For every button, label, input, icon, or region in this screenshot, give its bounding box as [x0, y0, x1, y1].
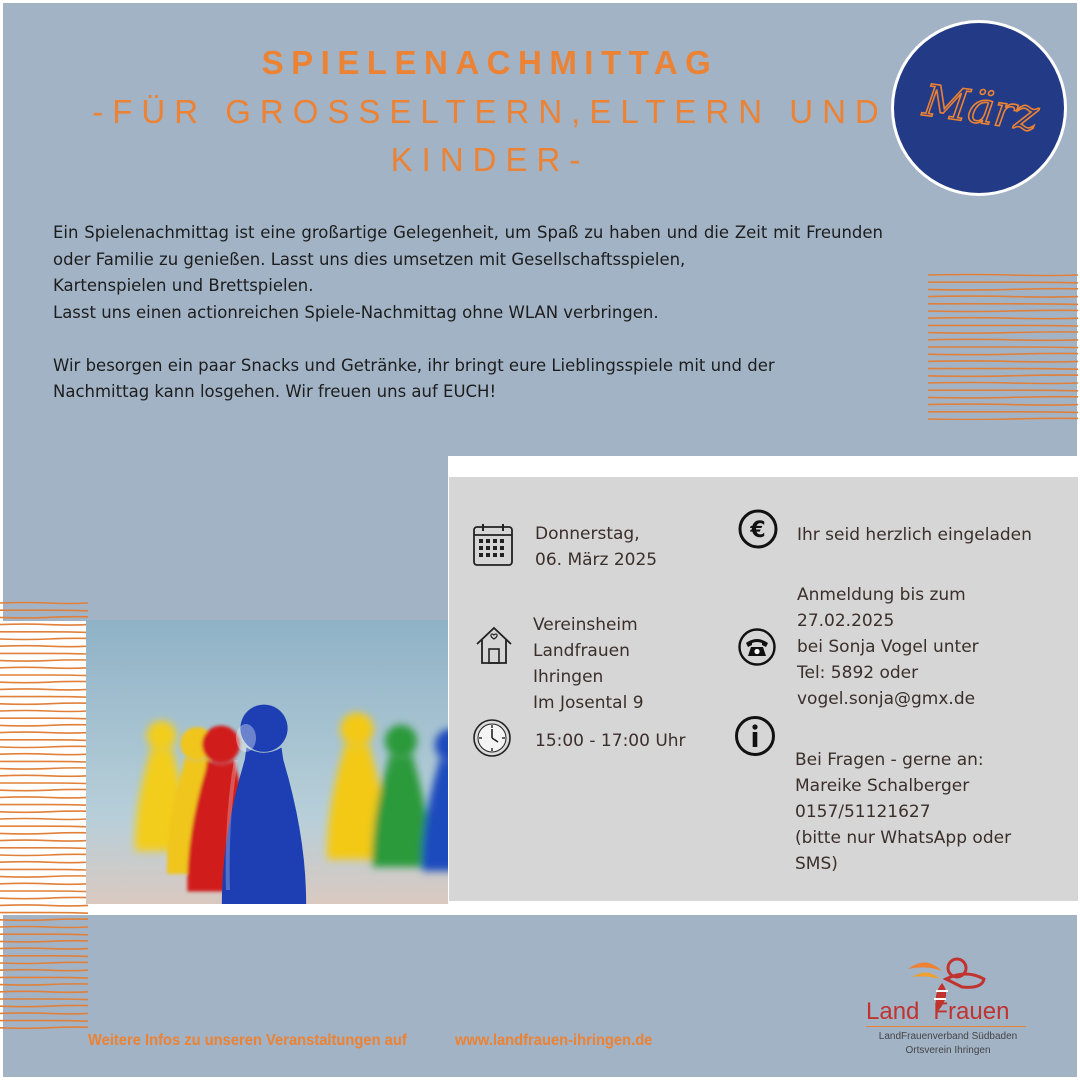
- stripe-line: [0, 956, 88, 957]
- subtitle-line-1: -FÜR GROSSELTERN,ELTERN UND: [92, 93, 888, 130]
- questions-info: [795, 747, 1011, 877]
- date-value: 06. März 2025: [535, 550, 658, 570]
- intro-paragraph-2: [53, 353, 883, 406]
- game-pieces-photo: [86, 620, 448, 904]
- stripe-line: [0, 876, 88, 877]
- stripe-line: [0, 638, 88, 639]
- stripe-line: [0, 624, 88, 625]
- stripe-line: [928, 310, 1078, 311]
- stripe-line: [0, 1013, 88, 1014]
- logo-divider: [866, 1026, 1026, 1027]
- location-line: Im Josental 9: [533, 693, 644, 713]
- phone-icon: [737, 627, 777, 667]
- stripe-line: [0, 970, 88, 971]
- stripe-line: [0, 848, 88, 849]
- stripe-line: [0, 883, 88, 884]
- stripe-line: [928, 296, 1078, 297]
- svg-text:€: €: [750, 518, 766, 543]
- stripe-line: [0, 740, 88, 741]
- intro-line: Ein Spielenachmittag ist eine großartige Gelegenheit, um Spaß zu haben und die Zeit mit: [53, 223, 801, 242]
- stripe-line: [0, 927, 88, 928]
- stripe-line: [0, 775, 88, 776]
- questions-line: Bei Fragen - gerne an:: [795, 750, 984, 770]
- footer-website-link[interactable]: www.landfrauen-ihringen.de: [455, 1032, 653, 1049]
- date-weekday: Donnerstag,: [535, 524, 640, 544]
- decorative-stripes-left: [0, 600, 88, 1032]
- intro-line: Wir besorgen ein paar Snacks und Getränke, ihr bringt eure Lieblingsspiele mit und der: [53, 355, 775, 375]
- stripe-line: [0, 617, 88, 618]
- month-badge: [894, 23, 1064, 193]
- stripe-line: [0, 689, 88, 690]
- stripe-line: [928, 339, 1078, 340]
- stripe-line: [928, 369, 1078, 370]
- stripe-line: [0, 653, 88, 654]
- registration-line: Tel: 5892 oder: [797, 663, 919, 683]
- stripe-line: [928, 347, 1078, 348]
- stripe-line: [0, 797, 88, 798]
- date-info: [535, 521, 657, 573]
- stripe-line: [0, 603, 88, 604]
- left-panel: [3, 456, 448, 621]
- stripe-line: [0, 732, 88, 733]
- stripe-line: [0, 962, 88, 963]
- stripe-line: [0, 840, 88, 841]
- stripe-line: [928, 397, 1078, 398]
- registration-info: [797, 582, 979, 712]
- location-line: Vereinsheim: [533, 615, 638, 635]
- stripe-line: [0, 711, 88, 712]
- stripe-line: [0, 681, 88, 682]
- time-info: 15:00 - 17:00 Uhr: [535, 731, 686, 751]
- stripe-line: [0, 718, 88, 719]
- clock-icon: [472, 718, 512, 758]
- info-icon: [734, 715, 776, 757]
- stripe-line: [0, 905, 88, 906]
- stripe-line: [0, 725, 88, 726]
- stripe-line: [0, 761, 88, 762]
- questions-line: Mareike Schalberger: [795, 776, 970, 796]
- stripe-line: [0, 934, 88, 935]
- logo-word-land: Land: [866, 998, 920, 1025]
- logo-local-club: Ortsverein Ihringen: [905, 1045, 991, 1056]
- intro-text: [53, 220, 883, 432]
- event-title: SPIELENACHMITTAG: [261, 44, 719, 81]
- decorative-stripes-right: [928, 272, 1078, 420]
- intro-paragraph-1: [53, 220, 883, 326]
- stripe-line: [0, 999, 88, 1000]
- stripe-line: [0, 1027, 88, 1028]
- stripe-line: [928, 353, 1078, 354]
- logo-word-frauen: Frauen: [933, 998, 1010, 1025]
- stripe-line: [0, 833, 88, 834]
- month-label: März: [920, 75, 1042, 142]
- stripe-line: [0, 754, 88, 755]
- intro-line: Nachmittag kann losgehen. Wir freuen uns auf EUCH!: [53, 382, 497, 401]
- stripe-line: [928, 404, 1078, 405]
- stripe-line: [0, 646, 88, 647]
- stripe-line: [0, 869, 88, 870]
- stripe-line: [928, 304, 1078, 305]
- stripe-line: [928, 318, 1078, 319]
- intro-line: Kartenspielen und Brettspielen.: [53, 276, 314, 295]
- footer-more-info: Weitere Infos zu unseren Veranstaltungen auf: [88, 1032, 407, 1049]
- month-badge-script: [894, 23, 1064, 193]
- stripe-line: [0, 805, 88, 806]
- subtitle-line-2: KINDER-: [390, 141, 590, 178]
- logo-wordmark: [866, 998, 1009, 1026]
- intro-line: Freunden oder Familie zu genießen. Lasst uns dies umsetzen mit Gesellschaftsspielen,: [53, 223, 883, 269]
- stripe-line: [928, 325, 1078, 326]
- questions-line: 0157/51121627: [795, 802, 931, 822]
- stripe-line: [0, 811, 88, 812]
- stripe-line: [0, 675, 88, 676]
- stripe-line: [928, 289, 1078, 290]
- stripe-line: [0, 610, 88, 611]
- stripe-line: [0, 1021, 88, 1022]
- stripe-line: [0, 789, 88, 790]
- stripe-line: [0, 984, 88, 985]
- stripe-line: [0, 819, 88, 820]
- stripe-line: [0, 891, 88, 892]
- calendar-icon: [472, 522, 514, 568]
- registration-email: vogel.sonja@gmx.de: [797, 689, 976, 709]
- intro-line: Lasst uns einen actionreichen Spiele-Nachmittag ohne WLAN verbringen.: [53, 302, 659, 322]
- location-info: [533, 612, 644, 716]
- registration-line: bei Sonja Vogel unter: [797, 637, 979, 657]
- registration-line: 27.02.2025: [797, 611, 895, 631]
- stripe-line: [0, 632, 88, 633]
- stripe-line: [0, 826, 88, 827]
- stripe-line: [0, 977, 88, 978]
- stripe-line: [928, 275, 1078, 276]
- stripe-line: [0, 1005, 88, 1006]
- stripe-line: [928, 383, 1078, 384]
- stripe-line: [0, 768, 88, 769]
- stripe-line: [0, 703, 88, 704]
- stripe-line: [0, 862, 88, 863]
- price-info: Ihr seid herzlich eingeladen: [797, 525, 1032, 545]
- location-line: Landfrauen: [533, 641, 630, 661]
- stripe-line: [928, 412, 1078, 413]
- stripe-line: [0, 854, 88, 855]
- logo-association: LandFrauenverband Südbaden: [878, 1031, 1018, 1042]
- stripe-line: [0, 948, 88, 949]
- questions-line: (bitte nur WhatsApp oder: [795, 828, 1012, 848]
- stripe-line: [928, 282, 1078, 283]
- stripe-line: [928, 418, 1078, 419]
- location-line: Ihringen: [533, 667, 604, 687]
- stripe-line: [928, 390, 1078, 391]
- stripe-line: [0, 897, 88, 898]
- stripe-line: [0, 783, 88, 784]
- stripe-line: [0, 919, 88, 920]
- stripe-line: [0, 667, 88, 668]
- stripe-line: [928, 332, 1078, 333]
- house-icon: [474, 624, 514, 666]
- registration-line: Anmeldung bis zum: [797, 585, 966, 605]
- event-subtitle: [60, 88, 920, 184]
- questions-line: SMS): [795, 854, 838, 874]
- stripe-line: [0, 660, 88, 661]
- stripe-line: [928, 361, 1078, 362]
- stripe-line: [0, 697, 88, 698]
- stripe-line: [0, 746, 88, 747]
- stripe-line: [928, 375, 1078, 376]
- stripe-line: [0, 991, 88, 992]
- stripe-line: [0, 941, 88, 942]
- euro-icon: [737, 508, 779, 550]
- stripe-line: [0, 913, 88, 914]
